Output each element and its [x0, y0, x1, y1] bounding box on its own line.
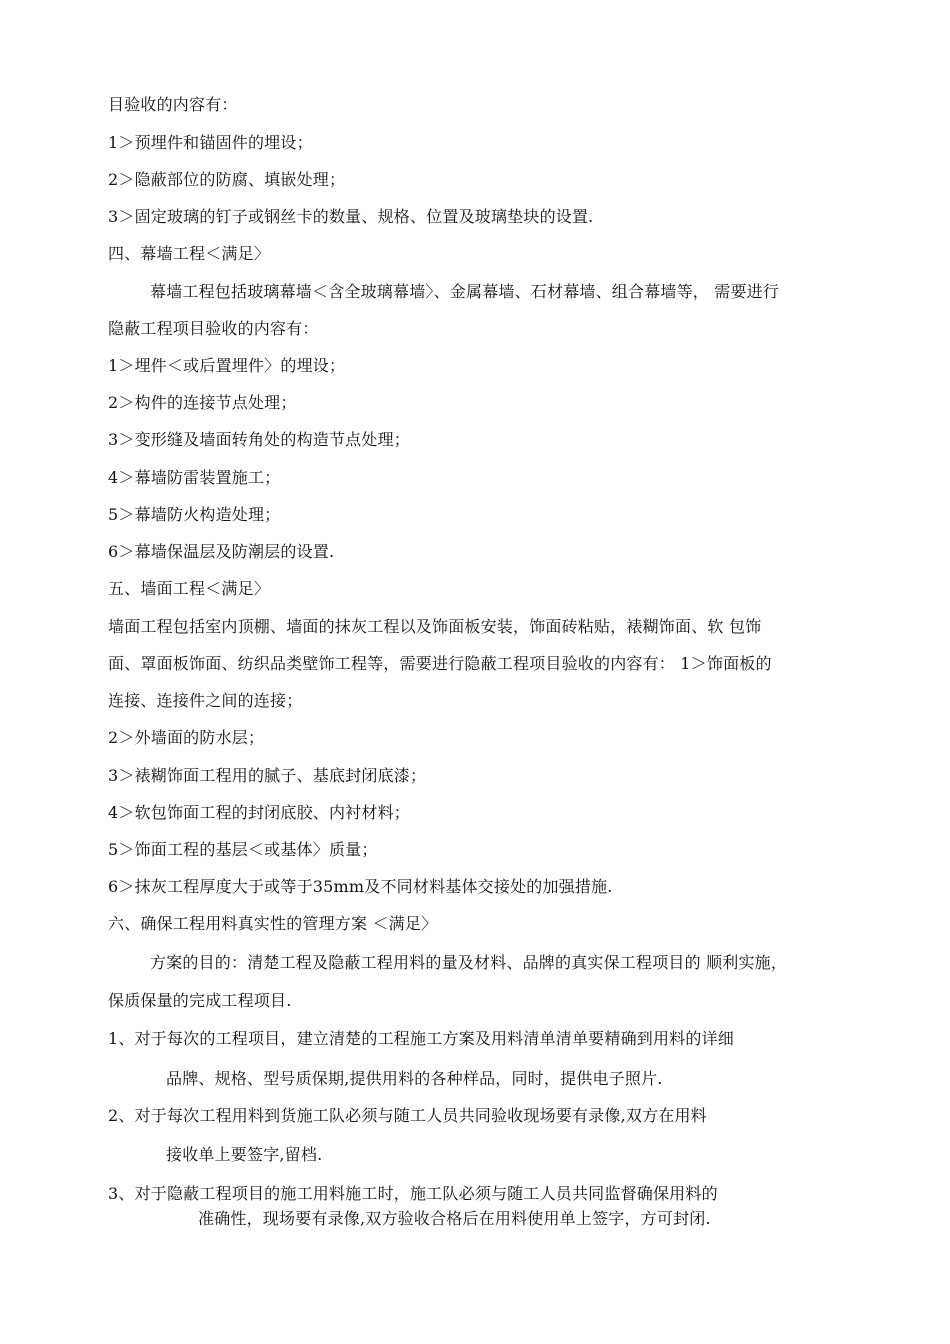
list-item: 3＞固定玻璃的钉子或钢丝卡的数量、规格、位置及玻璃垫块的设置.: [108, 207, 594, 226]
list-item: 6＞幕墙保温层及防潮层的设置.: [108, 542, 335, 561]
section-heading: 四、幕墙工程＜满足〉: [108, 244, 271, 263]
list-item: 2、对于每次工程用料到货施工队必须与随工人员共同验收现场要有录像,双方在用料: [108, 1106, 707, 1125]
list-item: 1＞埋件＜或后置埋件〉的埋设；: [108, 356, 346, 375]
list-item: 4＞软包饰面工程的封闭底胶、内衬材料；: [108, 803, 410, 822]
list-item: 5＞饰面工程的基层＜或基体〉质量；: [108, 840, 378, 859]
list-item: 3＞变形缝及墙面转角处的构造节点处理；: [108, 430, 410, 449]
section-heading: 六、确保工程用料真实性的管理方案 ＜满足〉: [108, 914, 438, 933]
list-item: 4＞幕墙防雷装置施工；: [108, 468, 281, 487]
list-item: 3、对于隐蔽工程项目的施工用料施工时，施工队必须与随工人员共同监督确保用料的: [108, 1184, 718, 1203]
list-item: 2＞外墙面的防水层；: [108, 728, 265, 747]
list-item-continuation: 品牌、规格、型号质保期,提供用料的各种样品，同时，提供电子照片.: [166, 1069, 663, 1088]
paragraph-line: 幕墙工程包括玻璃幕墙＜含全玻璃幕墙〉、金属幕墙、石材幕墙、组合幕墙等， 需要进行: [150, 282, 780, 301]
paragraph-line: 连接、连接件之间的连接；: [108, 691, 303, 710]
text-line: 目验收的内容有：: [108, 95, 238, 114]
list-item: 2＞构件的连接节点处理；: [108, 393, 297, 412]
paragraph-line: 保质保量的完成工程项目.: [108, 991, 292, 1010]
paragraph-line: 隐蔽工程项目验收的内容有：: [108, 319, 319, 338]
list-item: 3＞裱糊饰面工程用的腻子、基底封闭底漆；: [108, 766, 427, 785]
paragraph-line: 墙面工程包括室内顶棚、墙面的抹灰工程以及饰面板安装，饰面砖粘贴，裱糊饰面、软 包饰: [108, 617, 762, 636]
list-item: 1＞预埋件和锚固件的埋设；: [108, 133, 313, 152]
list-item: 2＞隐蔽部位的防腐、填嵌处理；: [108, 170, 346, 189]
paragraph-line: 面、罩面板饰面、纺织品类壁饰工程等，需要进行隐蔽工程项目验收的内容有： 1＞饰面板的: [108, 654, 772, 673]
list-item: 6＞抹灰工程厚度大于或等于35mm及不同材料基体交接处的加强措施.: [108, 877, 613, 896]
list-item-continuation: 接收单上要签字,留档.: [166, 1145, 323, 1164]
paragraph-line: 方案的目的：清楚工程及隐蔽工程用料的量及材料、品牌的真实保工程项目的 顺利实施，: [150, 953, 788, 972]
list-item: 5＞幕墙防火构造处理；: [108, 505, 281, 524]
section-heading: 五、墙面工程＜满足〉: [108, 579, 271, 598]
list-item: 1、对于每次的工程项目，建立清楚的工程施工方案及用料清单清单要精确到用料的详细: [108, 1029, 734, 1048]
list-item-continuation: 准确性，现场要有录像,双方验收合格后在用料使用单上签字，方可封闭.: [198, 1209, 711, 1228]
